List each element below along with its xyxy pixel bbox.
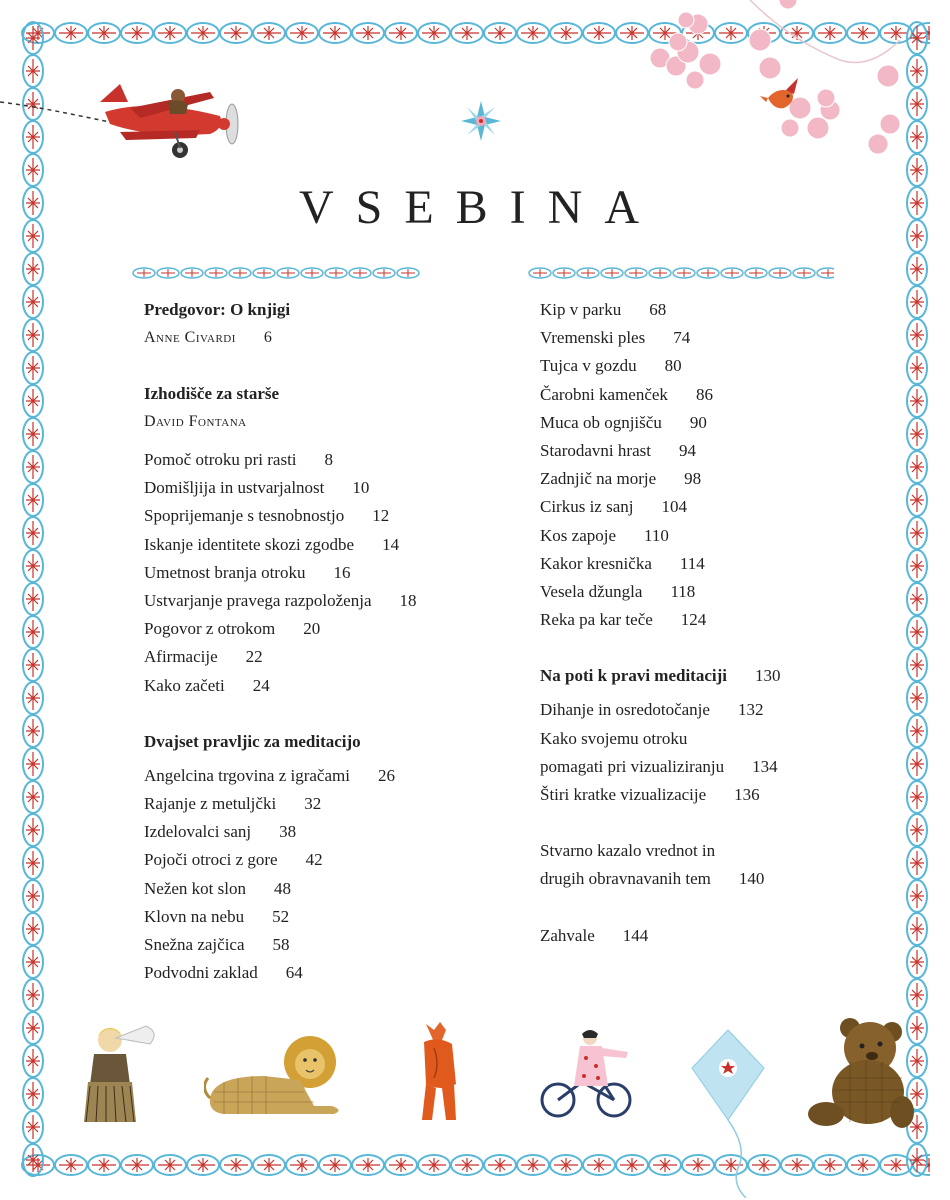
page-number: 48 — [273, 878, 291, 898]
toc-entry — [144, 790, 504, 818]
entry-title: drugih obravnavanih tem — [540, 869, 711, 889]
border-link — [88, 1155, 120, 1175]
border-link — [907, 319, 927, 351]
border-link — [583, 1155, 615, 1175]
divider-link — [301, 268, 323, 278]
toc-entry — [144, 672, 504, 700]
divider-link — [817, 268, 834, 278]
border-link — [154, 23, 186, 43]
toc-left-column — [144, 296, 504, 987]
page-number: 24 — [252, 675, 270, 695]
border-link — [907, 484, 927, 516]
border-link — [23, 1012, 43, 1044]
section-heading-preface: Predgovor: O knjigi — [144, 300, 291, 319]
border-link — [907, 583, 927, 615]
divider-link — [553, 268, 575, 278]
entry-title: pomagati pri vizualiziranju — [540, 756, 725, 776]
page-number: 94 — [678, 441, 696, 461]
toc-entry — [540, 381, 870, 409]
divider-link — [529, 268, 551, 278]
page-number: 134 — [752, 756, 778, 776]
divider-link — [253, 268, 275, 278]
toc-entry — [540, 324, 870, 352]
border-link — [23, 715, 43, 747]
border-link — [517, 1155, 549, 1175]
border-link — [55, 23, 87, 43]
toc-entry — [540, 753, 870, 781]
entry-title: Umetnost branja otroku — [144, 562, 306, 582]
entry-title: Pogovor z otrokom — [144, 619, 276, 639]
border-link — [907, 88, 927, 120]
entry-title: Nežen kot slon — [144, 878, 246, 898]
border-link — [517, 23, 549, 43]
border-link — [253, 1155, 285, 1175]
divider-link — [133, 268, 155, 278]
border-link — [907, 121, 927, 153]
border-link — [23, 22, 43, 54]
border-link — [907, 451, 927, 483]
entry-title: Čarobni kamenček — [540, 384, 668, 404]
toc-entry — [144, 587, 504, 615]
entry-title: Štiri kratke vizualizacije — [540, 785, 707, 805]
entry-title: Zadnjič na morje — [540, 469, 657, 489]
page-number: 52 — [272, 906, 290, 926]
page-number: 20 — [303, 619, 321, 639]
border-link — [88, 23, 120, 43]
toc-entry — [144, 643, 504, 671]
toc-entry — [540, 437, 870, 465]
border-link — [484, 1155, 516, 1175]
border-link — [23, 451, 43, 483]
entry-title: Klovn na nebu — [144, 906, 245, 926]
entry-title: Angelcina trgovina z igračami — [144, 765, 350, 785]
border-link — [907, 748, 927, 780]
toc-entry — [144, 531, 504, 559]
girl-on-bicycle-illustration — [538, 1030, 634, 1122]
border-link — [187, 23, 219, 43]
toc-entry — [144, 559, 504, 587]
entry-title: Spoprijemanje s tesnobnostjo — [144, 506, 345, 526]
border-link — [352, 1155, 384, 1175]
border-link — [814, 1155, 846, 1175]
border-link — [907, 847, 927, 879]
airplane-illustration — [0, 72, 250, 162]
toc-entry — [144, 875, 504, 903]
border-link — [907, 286, 927, 318]
section-heading-meditation — [540, 662, 870, 690]
ornamental-border-bottom — [20, 1152, 930, 1178]
divider-link — [229, 268, 251, 278]
page-number: 10 — [352, 478, 370, 498]
border-link — [23, 517, 43, 549]
toc-entry — [540, 606, 870, 634]
page-number: 38 — [279, 822, 297, 842]
border-link — [253, 23, 285, 43]
divider-link — [793, 268, 815, 278]
border-link — [781, 1155, 813, 1175]
border-link — [187, 1155, 219, 1175]
page-number: 16 — [333, 562, 351, 582]
page-number: 86 — [695, 384, 713, 404]
border-link — [907, 352, 927, 384]
border-link — [23, 649, 43, 681]
toc-entry — [540, 409, 870, 437]
page-number: 98 — [684, 469, 702, 489]
toc-entry — [144, 846, 504, 874]
entry-title: Kako svojemu otroku — [540, 728, 688, 748]
page-number: 90 — [689, 412, 707, 432]
page-number: 68 — [649, 300, 667, 319]
toc-entry — [540, 696, 870, 724]
section-heading-tales: Dvajset pravljic za meditacijo — [144, 731, 361, 751]
border-link — [907, 781, 927, 813]
entry-title: Zahvale — [540, 925, 595, 945]
divider-link — [673, 268, 695, 278]
toc-entry — [144, 474, 504, 502]
author-name: Anne Civardi — [144, 329, 236, 346]
border-link — [220, 1155, 252, 1175]
border-link — [23, 616, 43, 648]
border-link — [583, 23, 615, 43]
toc-entry — [144, 931, 504, 959]
left-column-divider — [132, 264, 428, 282]
entry-title: Pomoč otroku pri rasti — [144, 450, 297, 469]
toc-entry — [540, 550, 870, 578]
author-line-preface — [144, 324, 504, 352]
tales-toc-list-right — [540, 296, 870, 634]
entry-title: Domišljija in ustvarjalnost — [144, 478, 325, 498]
entry-title: Dihanje in osredotočanje — [540, 700, 710, 720]
border-link — [907, 517, 927, 549]
divider-link — [697, 268, 719, 278]
border-link — [907, 715, 927, 747]
right-column-divider — [528, 264, 834, 282]
border-link — [907, 253, 927, 285]
toc-entry — [144, 818, 504, 846]
divider-link — [745, 268, 767, 278]
entry-title: Kako začeti — [144, 675, 225, 695]
border-link — [907, 649, 927, 681]
page-number: 118 — [670, 582, 696, 602]
section-heading-parents: Izhodišče za starše — [144, 384, 280, 403]
toc-right-column — [540, 296, 870, 950]
divider-link — [349, 268, 371, 278]
lion-illustration — [204, 1032, 348, 1118]
border-link — [385, 1155, 417, 1175]
entry-title: Starodavni hrast — [540, 441, 651, 461]
page-number: 32 — [304, 794, 322, 814]
toc-entry — [144, 959, 504, 987]
entry-title: Reka pa kar teče — [540, 610, 653, 630]
border-link — [847, 1155, 879, 1175]
page-number: 64 — [285, 963, 303, 983]
entry-title: Snežna zajčica — [144, 935, 245, 955]
page-number: 58 — [272, 935, 290, 955]
border-link — [23, 1144, 43, 1176]
divider-link — [373, 268, 395, 278]
page-number: 14 — [382, 534, 400, 554]
page-number: 80 — [664, 356, 682, 376]
border-link — [23, 583, 43, 615]
page-number: 26 — [377, 765, 395, 785]
border-link — [23, 286, 43, 318]
border-link — [907, 55, 927, 87]
divider-link — [649, 268, 671, 278]
entry-title: Afirmacije — [144, 647, 218, 667]
tales-toc-list-left — [144, 762, 504, 988]
border-link — [23, 319, 43, 351]
entry-title: Cirkus iz sanj — [540, 497, 634, 517]
page-number: 144 — [622, 925, 649, 945]
entry-title: Kos zapoje — [540, 525, 617, 545]
border-link — [451, 1155, 483, 1175]
toc-entry — [540, 465, 870, 493]
entry-title: Vesela džungla — [540, 582, 643, 602]
border-link — [451, 23, 483, 43]
border-link — [286, 23, 318, 43]
border-link — [907, 913, 927, 945]
entry-title: Rajanje z metuljčki — [144, 794, 277, 814]
page-number: 22 — [245, 647, 263, 667]
page-number: 104 — [661, 497, 687, 517]
page-number: 12 — [372, 506, 390, 526]
border-link — [55, 1155, 87, 1175]
border-link — [913, 1155, 930, 1175]
border-link — [23, 418, 43, 450]
blossom-branch-illustration — [640, 0, 910, 160]
border-link — [907, 22, 927, 54]
border-link — [907, 946, 927, 978]
border-link — [23, 847, 43, 879]
border-link — [23, 1111, 43, 1143]
border-link — [907, 418, 927, 450]
page-number: 42 — [305, 850, 323, 870]
entry-title: Kip v parku — [540, 300, 622, 319]
border-link — [616, 1155, 648, 1175]
border-link — [649, 1155, 681, 1175]
divider-link — [721, 268, 743, 278]
page-number: 18 — [399, 591, 417, 611]
page-number: 130 — [755, 666, 781, 686]
toc-entry — [540, 522, 870, 550]
border-link — [286, 1155, 318, 1175]
border-link — [907, 979, 927, 1011]
page-number: 74 — [673, 328, 691, 348]
border-link — [23, 484, 43, 516]
border-link — [23, 781, 43, 813]
boy-with-horn-illustration — [80, 1022, 160, 1130]
border-link — [23, 253, 43, 285]
border-link — [23, 946, 43, 978]
entry-title: Tujca v gozdu — [540, 356, 637, 376]
border-link — [550, 23, 582, 43]
border-link — [385, 23, 417, 43]
border-link — [907, 616, 927, 648]
toc-entry — [144, 762, 504, 790]
border-link — [484, 23, 516, 43]
entry-title: Izdelovalci sanj — [144, 822, 252, 842]
toc-entry — [540, 725, 870, 753]
divider-link — [325, 268, 347, 278]
border-link — [880, 1155, 912, 1175]
toc-entry — [540, 781, 870, 809]
divider-link — [601, 268, 623, 278]
divider-link — [181, 268, 203, 278]
teddy-bear-illustration — [806, 1018, 916, 1132]
page-number: 6 — [263, 329, 273, 346]
entry-title: Pojoči otroci z gore — [144, 850, 278, 870]
border-link — [907, 1144, 927, 1176]
page-number: 136 — [734, 785, 760, 805]
border-link — [22, 1155, 54, 1175]
border-link — [550, 1155, 582, 1175]
toc-entry — [540, 493, 870, 521]
meditation-toc-list — [540, 696, 870, 809]
divider-link — [397, 268, 419, 278]
border-link — [352, 23, 384, 43]
border-link — [418, 23, 450, 43]
toc-entry — [540, 352, 870, 380]
border-link — [154, 1155, 186, 1175]
border-link — [23, 1078, 43, 1110]
border-link — [319, 23, 351, 43]
page-title: VSEBINA — [298, 181, 661, 234]
divider-link — [205, 268, 227, 278]
page-number: 140 — [738, 869, 765, 889]
page-number: 114 — [679, 553, 705, 573]
border-link — [23, 814, 43, 846]
border-link — [907, 550, 927, 582]
page-number: 132 — [737, 700, 764, 720]
toc-entry — [540, 578, 870, 606]
entry-title: Muca ob ognjišču — [540, 412, 662, 432]
border-link — [121, 23, 153, 43]
toc-entry — [144, 446, 504, 474]
border-link — [907, 682, 927, 714]
border-link — [23, 385, 43, 417]
border-link — [23, 979, 43, 1011]
border-link — [23, 880, 43, 912]
border-link — [22, 23, 54, 43]
toc-entry — [540, 296, 870, 324]
toc-entry — [144, 615, 504, 643]
author-name: David Fontana — [144, 413, 247, 430]
toc-entry — [144, 502, 504, 530]
toc-entry — [144, 903, 504, 931]
page-number: 110 — [644, 525, 669, 545]
toc-entry-index-line2 — [540, 865, 870, 893]
page-number: 8 — [324, 450, 334, 469]
standing-animal-illustration — [412, 1020, 462, 1124]
border-link — [23, 913, 43, 945]
border-link — [319, 1155, 351, 1175]
divider-link — [277, 268, 299, 278]
page-number: 124 — [680, 610, 707, 630]
parents-toc-list — [144, 446, 504, 700]
divider-link — [577, 268, 599, 278]
divider-link — [769, 268, 791, 278]
entry-title: Vremenski ples — [540, 328, 646, 348]
border-link — [23, 550, 43, 582]
border-link — [23, 682, 43, 714]
entry-title: Kakor kresnička — [540, 553, 652, 573]
entry-title: Podvodni zaklad — [144, 963, 258, 983]
border-link — [907, 880, 927, 912]
border-link — [23, 352, 43, 384]
border-link — [220, 23, 252, 43]
border-link — [913, 23, 930, 43]
toc-entry-thanks — [540, 922, 870, 950]
flower-ornament-icon — [458, 98, 504, 144]
entry-title: Ustvarjanje pravega razpoloženja — [144, 591, 372, 611]
divider-link — [157, 268, 179, 278]
kite-illustration — [688, 1028, 768, 1198]
border-link — [23, 748, 43, 780]
divider-link — [625, 268, 647, 278]
border-link — [418, 1155, 450, 1175]
border-link — [907, 814, 927, 846]
heading-text: Na poti k pravi meditaciji — [540, 666, 727, 686]
entry-title: Iskanje identitete skozi zgodbe — [144, 534, 355, 554]
toc-entry-index: Stvarno kazalo vrednot in — [540, 841, 716, 861]
border-link — [23, 1045, 43, 1077]
border-link — [907, 385, 927, 417]
border-link — [121, 1155, 153, 1175]
